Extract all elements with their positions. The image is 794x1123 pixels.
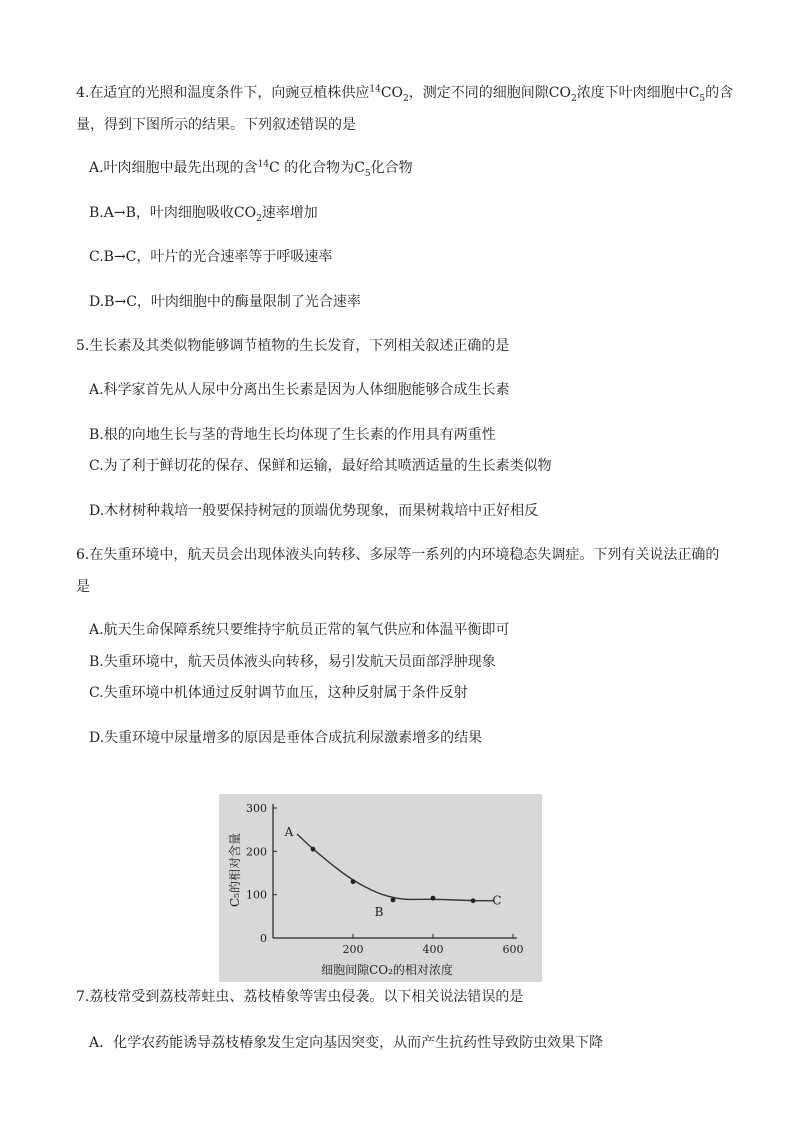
q5-option-d: D.木材树种栽培一般要保持树冠的顶端优势现象，而果树栽培中正好相反 [89,503,539,519]
y-tick-label: 300 [246,802,267,815]
q7-option-a: A．化学农药能诱导荔枝椿象发生定向基因突变，从而产生抗药性导致防虫效果下降 [89,1035,604,1051]
data-point [391,897,396,902]
point-label-a: A [284,824,294,839]
q5-option-b: B.根的向地生长与茎的背地生长均体现了生长素的作用具有两重性 [89,427,496,443]
chart-plot [284,825,502,919]
q6-stem-line2: 是 [76,579,90,595]
q5-stem: 5.生长素及其类似物能够调节植物的生长发育，下列相关叙述正确的是 [76,338,510,354]
q6-stem-line1: 6.在失重环境中，航天员会出现体液头向转移、多尿等一系列的内环境稳态失调症。下列有关说法正确的 [76,547,720,563]
q6-option-b: B.失重环境中，航天员体液头向转移，易引发航天员面部浮肿现象 [89,654,496,670]
q6-option-c: C.失重环境中机体通过反射调节血压，这种反射属于条件反射 [89,685,468,701]
y-tick-label: 0 [260,932,267,945]
q4-option-c: C.B→C，叶片的光合速率等于呼吸速率 [89,249,333,265]
data-point [471,898,476,903]
q5-option-a: A.科学家首先从人尿中分离出生长素是因为人体细胞能够合成生长素 [89,382,510,398]
y-tick-label: 100 [246,888,267,902]
x-axis-label: 细胞间隙CO₂的相对浓度 [321,963,453,977]
data-point [351,879,356,884]
point-label-c: C [492,893,502,908]
q4-stem-line1: 4.在适宜的光照和温度条件下，向豌豆植株供应$^{14}CO_2$，测定不同的细胞间隙$CO_2$浓度下叶肉细胞中$C_5$的含 [76,84,734,104]
q4-option-d: D.B→C，叶肉细胞中的酶量限制了光合速率 [89,294,361,310]
q4-option-b: B.A→B，叶肉细胞吸收$CO_2$速率增加 [89,205,318,224]
x-tick-label: 200 [342,943,364,956]
q5-option-c: C.为了利于鲜切花的保存、保鲜和运输，最好给其喷洒适量的生长素类似物 [89,458,552,474]
y-tick-label: 200 [246,845,267,859]
data-point [431,896,436,901]
q4-stem-line2: 量，得到下图所示的结果。下列叙述错误的是 [76,117,356,133]
c5-chart [219,794,542,982]
x-tick-label: 600 [502,943,524,956]
point-label-b: B [374,905,384,919]
y-axis-label: C₅的相对含量 [228,833,242,907]
q6-option-d: D.失重环境中尿量增多的原因是垂体合成抗利尿激素增多的结果 [89,730,483,746]
q4-option-a: A.叶肉细胞中最先出现的含$^{14}$C 的化合物为$C_5$化合物 [89,159,413,179]
q7-stem: 7.荔枝常受到荔枝蒂蛀虫、荔枝椿象等害虫侵袭。以下相关说法错误的是 [76,989,524,1005]
series-line-c5 [297,834,493,901]
c5-chart-figure [219,794,542,982]
data-point [311,847,316,852]
q6-option-a: A.航天生命保障系统只要维持宇航员正常的氧气供应和体温平衡即可 [89,622,510,638]
x-tick-label: 400 [422,943,444,956]
